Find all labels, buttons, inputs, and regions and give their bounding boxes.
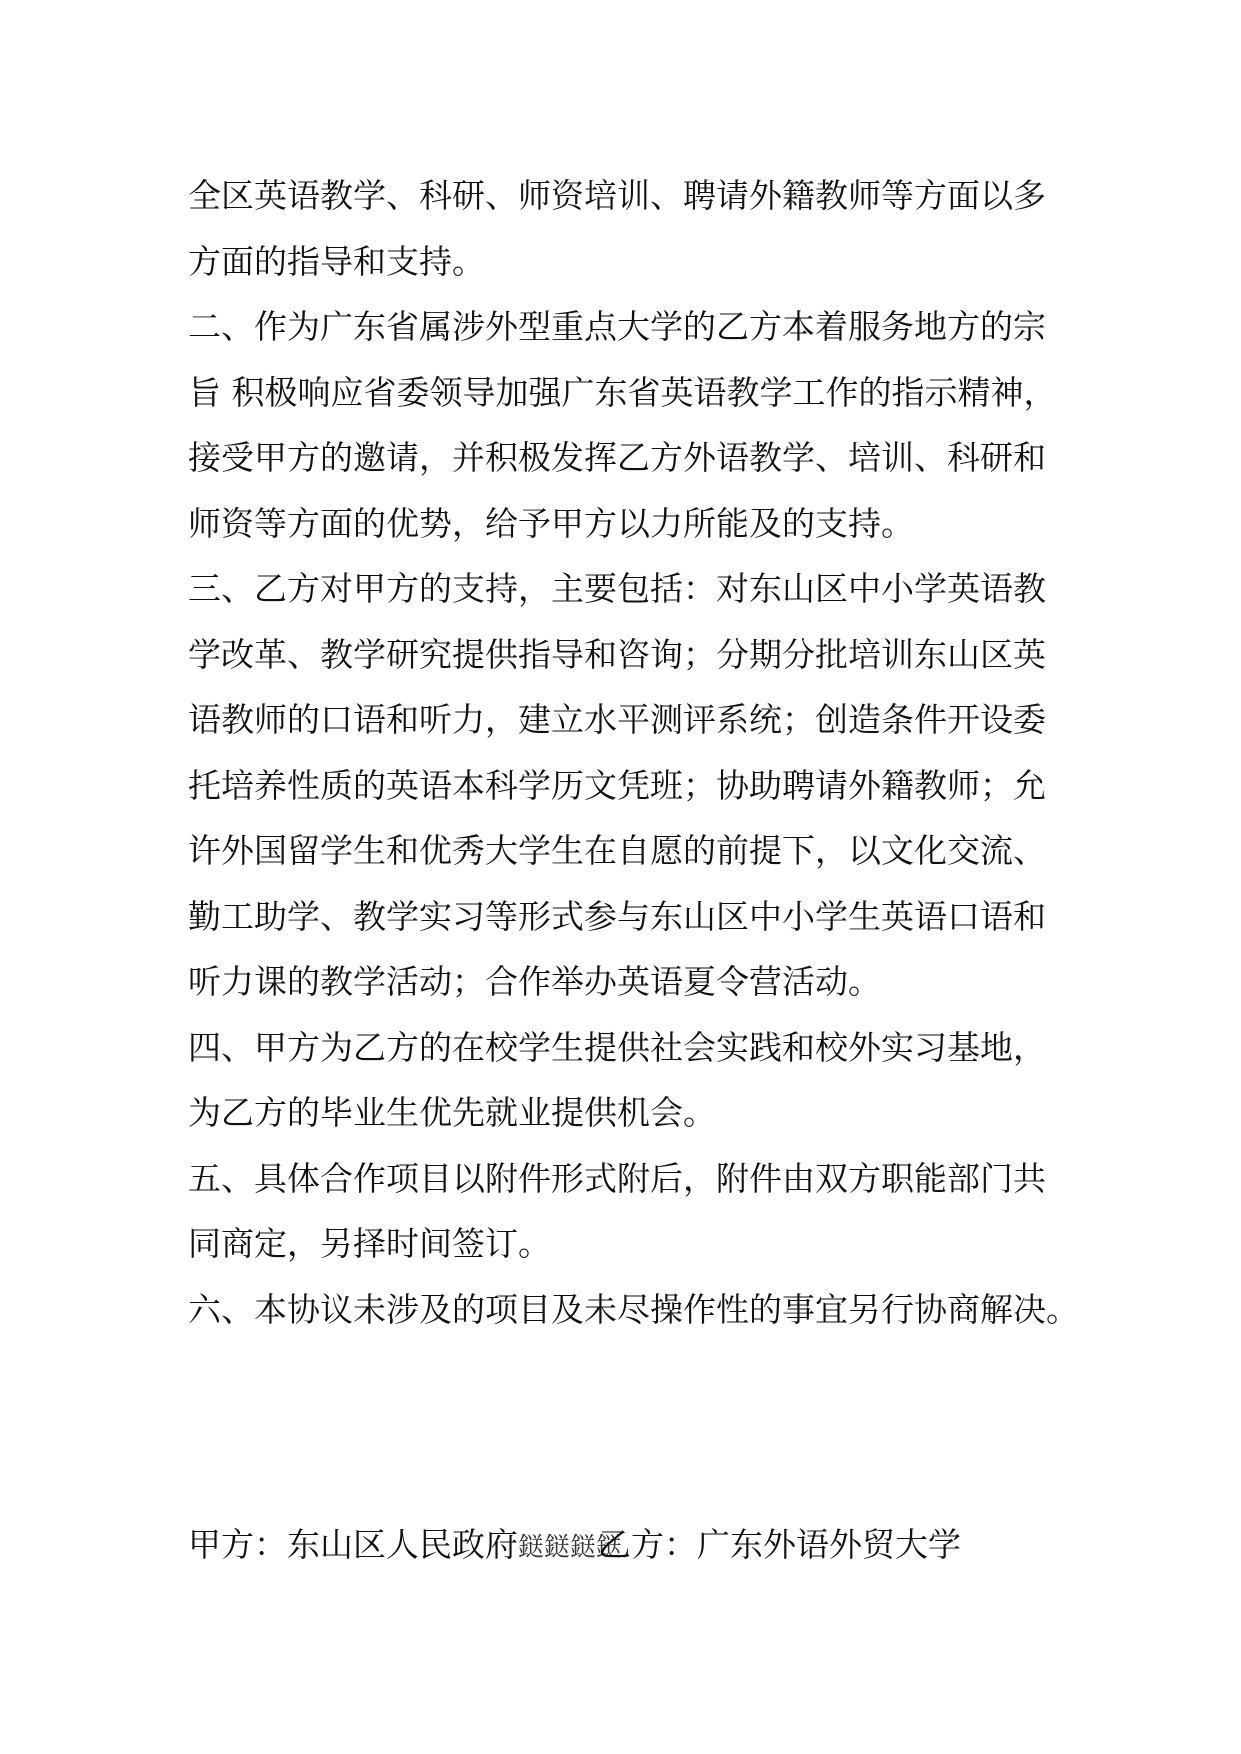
text-line: 五、具体合作项目以附件形式附后，附件由双方职能部门共 [188, 1158, 1046, 1198]
text-line: 师资等方面的优势，给予甲方以力所能及的支持。 [188, 503, 914, 543]
text-line: 方面的指导和支持。 [188, 241, 485, 281]
signature-line [188, 1515, 961, 1575]
text-line: 六、本协议未涉及的项目及未尽操作性的事宜另行协商解决。 [188, 1289, 1079, 1329]
text-line: 托培养性质的英语本科学历文凭班；协助聘请外籍教师；允 [188, 765, 1046, 805]
text-line: 二、作为广东省属涉外型重点大学的乙方本着服务地方的宗 [188, 307, 1046, 346]
text-line: 为乙方的毕业生优先就业提供机会。 [188, 1093, 716, 1132]
text-line: 学改革、教学研究提供指导和咨询；分期分批培训东山区英 [188, 634, 1046, 674]
text-line: 旨 积极响应省委领导加强广东省英语教学工作的指示精神， [188, 372, 1057, 412]
text-line: 语教师的口语和听力，建立水平测评系统；创造条件开设委 [188, 700, 1046, 739]
agreement-body [188, 163, 1079, 1342]
party-a-signature: 甲方：东山区人民政府 [188, 1525, 518, 1564]
text-line: 听力课的教学活动；合作举办英语夏令营活动。 [188, 962, 881, 1001]
text-line: 许外国留学生和优秀大学生在自愿的前提下，以文化交流、 [188, 831, 1046, 870]
text-line: 四、甲方为乙方的在校学生提供社会实践和校外实习基地， [188, 1027, 1046, 1067]
party-b-signature: 乙方：广东外语外贸大学 [598, 1525, 962, 1564]
text-line: 全区英语教学、科研、师资培训、聘请外籍教师等方面以多 [188, 176, 1046, 215]
text-line: 三、乙方对甲方的支持，主要包括：对东山区中小学英语教 [188, 569, 1046, 608]
text-line: 勤工助学、教学实习等形式参与东山区中小学生英语口语和 [188, 896, 1046, 936]
text-line: 接受甲方的邀请，并积极发挥乙方外语教学、培训、科研和 [188, 438, 1046, 477]
filler-glyphs: 鎹鎹鎹鎹 [518, 1533, 623, 1563]
text-line: 同商定，另择时间签订。 [188, 1224, 551, 1263]
